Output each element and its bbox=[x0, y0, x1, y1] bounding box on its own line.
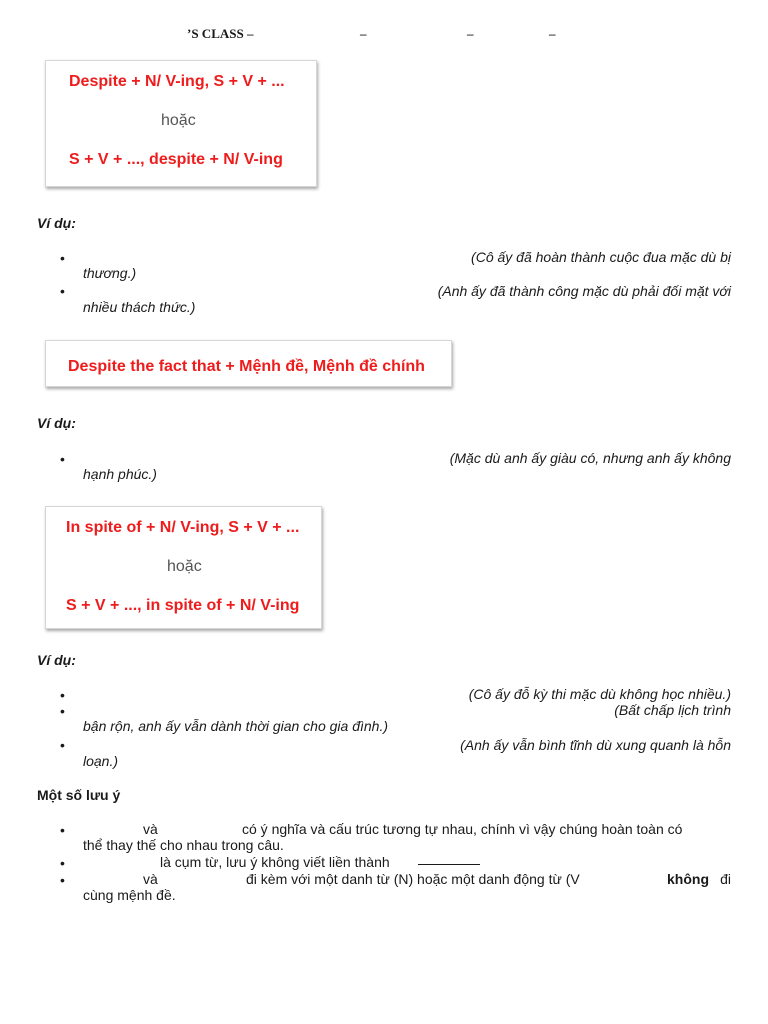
example-translation: (Anh ấy vẫn bình tĩnh dù xung quanh là hỗn bbox=[460, 737, 731, 753]
note-text: cùng mệnh đề. bbox=[83, 887, 176, 903]
example-translation: thương.) bbox=[83, 265, 137, 281]
example-label: Ví dụ: bbox=[37, 652, 76, 668]
example-translation: (Anh ấy đã thành công mặc dù phải đối mặt với bbox=[437, 283, 731, 299]
class-title: ’S CLASS – bbox=[187, 26, 254, 41]
example-label: Ví dụ: bbox=[37, 215, 76, 231]
example-translation: (Cô ấy đỗ kỳ thi mặc dù không học nhiều.) bbox=[468, 686, 731, 702]
note-text: đi kèm với một danh từ (N) hoặc một danh động từ (V bbox=[246, 871, 580, 887]
note-emphasis: không bbox=[667, 871, 709, 887]
note-text: đi bbox=[720, 871, 731, 887]
bullet-dot: • bbox=[60, 250, 65, 266]
example-translation: (Bất chấp lịch trình bbox=[614, 702, 731, 718]
header-dash: – bbox=[549, 26, 556, 41]
bullet-dot: • bbox=[60, 451, 65, 467]
note-text: và bbox=[143, 871, 158, 887]
example-label: Ví dụ: bbox=[37, 415, 76, 431]
bullet-dot: • bbox=[60, 872, 65, 888]
note-text: là cụm từ, lưu ý không viết liền thành bbox=[160, 854, 390, 870]
example-translation: (Cô ấy đã hoàn thành cuộc đua mặc dù bị bbox=[471, 249, 731, 265]
bullet-dot: • bbox=[60, 737, 65, 753]
structure-line: In spite of + N/ V-ing, S + V + ... bbox=[66, 519, 300, 536]
example-translation: hạnh phúc.) bbox=[83, 466, 157, 482]
structure-line: S + V + ..., in spite of + N/ V-ing bbox=[66, 597, 300, 614]
bullet-dot: • bbox=[60, 822, 65, 838]
despite-structure-box bbox=[45, 60, 317, 187]
despite-fact-box bbox=[45, 340, 452, 387]
bullet-dot: • bbox=[60, 687, 65, 703]
note-text: và bbox=[143, 821, 158, 837]
in-spite-of-structure-box bbox=[45, 506, 322, 629]
note-text: thể thay thế cho nhau trong câu. bbox=[83, 837, 284, 853]
header-dash: – bbox=[467, 26, 474, 41]
header-dash: – bbox=[360, 26, 367, 41]
example-translation: (Mặc dù anh ấy giàu có, nhưng anh ấy không bbox=[449, 450, 731, 466]
example-translation: bận rộn, anh ấy vẫn dành thời gian cho gia đình.) bbox=[83, 718, 389, 734]
example-translation: loạn.) bbox=[83, 753, 119, 769]
bullet-dot: • bbox=[60, 703, 65, 719]
notes-heading: Một số lưu ý bbox=[37, 787, 121, 803]
example-translation: nhiều thách thức.) bbox=[83, 299, 196, 315]
structure-line: Despite + N/ V-ing, S + V + ... bbox=[69, 73, 285, 90]
structure-or: hoặc bbox=[161, 112, 196, 129]
structure-line: Despite the fact that + Mệnh đề, Mệnh đề chính bbox=[68, 358, 425, 375]
structure-line: S + V + ..., despite + N/ V-ing bbox=[69, 151, 283, 168]
note-text: có ý nghĩa và cấu trúc tương tự nhau, chính vì vậy chúng hoàn toàn có bbox=[242, 821, 683, 837]
document-header bbox=[0, 26, 768, 44]
fill-blank-line bbox=[418, 864, 480, 865]
structure-or: hoặc bbox=[167, 558, 202, 575]
bullet-dot: • bbox=[60, 283, 65, 299]
bullet-dot: • bbox=[60, 855, 65, 871]
